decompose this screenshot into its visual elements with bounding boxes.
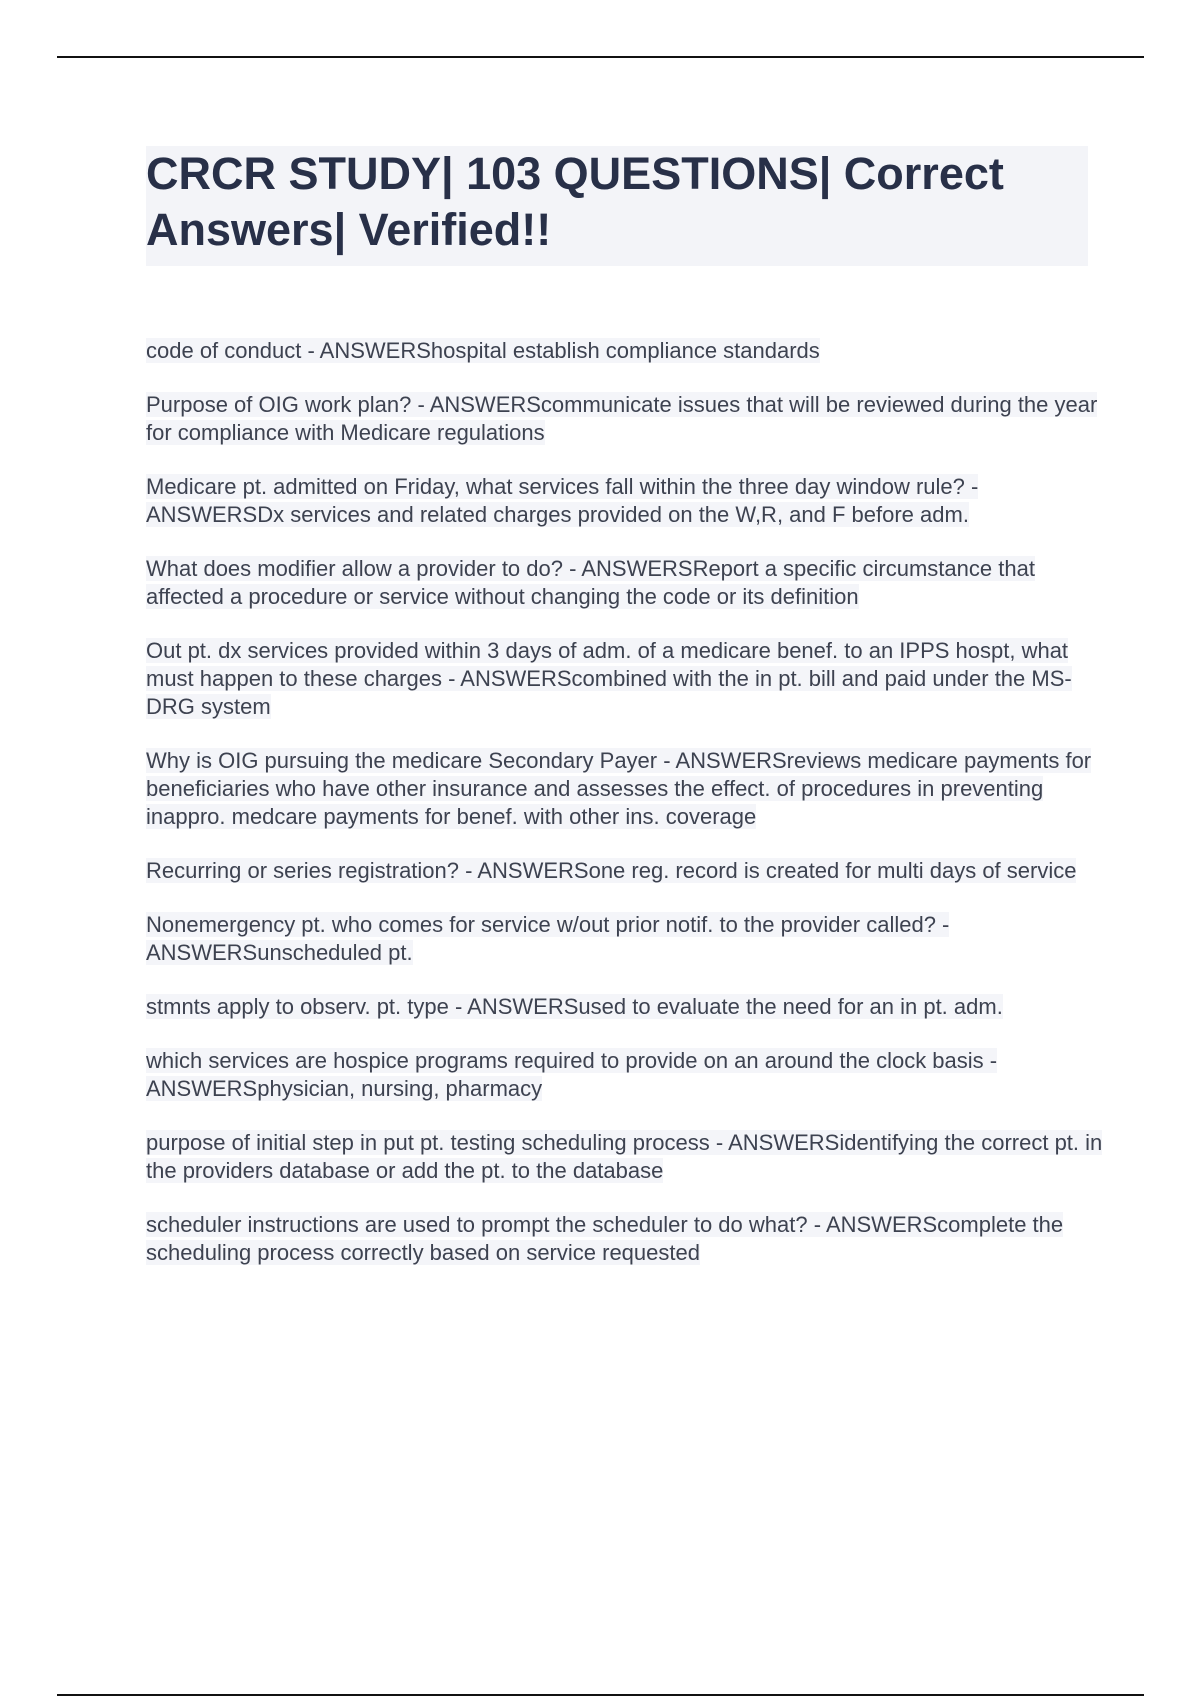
qa-item	[146, 1129, 1106, 1185]
qa-item	[146, 857, 1106, 885]
top-divider	[57, 56, 1144, 58]
qa-item	[146, 993, 1106, 1021]
qa-text: Recurring or series registration? - ANSWERSone reg. record is created for multi days of service	[146, 858, 1077, 883]
qa-item	[146, 747, 1106, 831]
qa-text: code of conduct - ANSWERShospital establish compliance standards	[146, 338, 820, 363]
qa-text: Nonemergency pt. who comes for service w/out prior notif. to the provider called? - ANSWERSunscheduled pt.	[146, 912, 950, 965]
qa-text: Out pt. dx services provided within 3 days of adm. of a medicare benef. to an IPPS hospt, what must happen to these charges - ANSWERScombined with the in pt. bill and paid under the MS-DRG system	[146, 638, 1072, 719]
qa-text: Why is OIG pursuing the medicare Secondary Payer - ANSWERSreviews medicare payments for beneficiaries who have other insurance and assesses the effect. of procedures in preventing inappro. medcare payments for benef. with other ins. coverage	[146, 748, 1092, 829]
qa-item	[146, 1047, 1106, 1103]
qa-text: What does modifier allow a provider to do? - ANSWERSReport a specific circumstance that affected a procedure or service without changing the code or its definition	[146, 556, 1035, 609]
qa-item	[146, 473, 1106, 529]
bottom-divider	[57, 1694, 1144, 1696]
document-title: CRCR STUDY| 103 QUESTIONS| Correct Answers| Verified!!	[146, 146, 1088, 266]
qa-text: Purpose of OIG work plan? - ANSWERScommunicate issues that will be reviewed during the year for compliance with Medicare regulations	[146, 392, 1098, 445]
qa-text: purpose of initial step in put pt. testing scheduling process - ANSWERSidentifying the correct pt. in the providers database or add the pt. to the database	[146, 1130, 1103, 1183]
qa-text: scheduler instructions are used to prompt the scheduler to do what? - ANSWERScomplete the scheduling process correctly based on service requested	[146, 1212, 1064, 1265]
qa-text: stmnts apply to observ. pt. type - ANSWERSused to evaluate the need for an in pt. adm.	[146, 994, 1003, 1019]
qa-item	[146, 637, 1106, 721]
qa-item	[146, 337, 1106, 365]
qa-item	[146, 911, 1106, 967]
qa-item	[146, 555, 1106, 611]
qa-text: Medicare pt. admitted on Friday, what services fall within the three day window rule? - ANSWERSDx services and related charges provided on the W,R, and F before adm.	[146, 474, 979, 527]
qa-list	[146, 337, 1106, 1293]
qa-item	[146, 391, 1106, 447]
qa-text: which services are hospice programs required to provide on an around the clock basis - ANSWERSphysician, nursing, pharmacy	[146, 1048, 998, 1101]
qa-item	[146, 1211, 1106, 1267]
